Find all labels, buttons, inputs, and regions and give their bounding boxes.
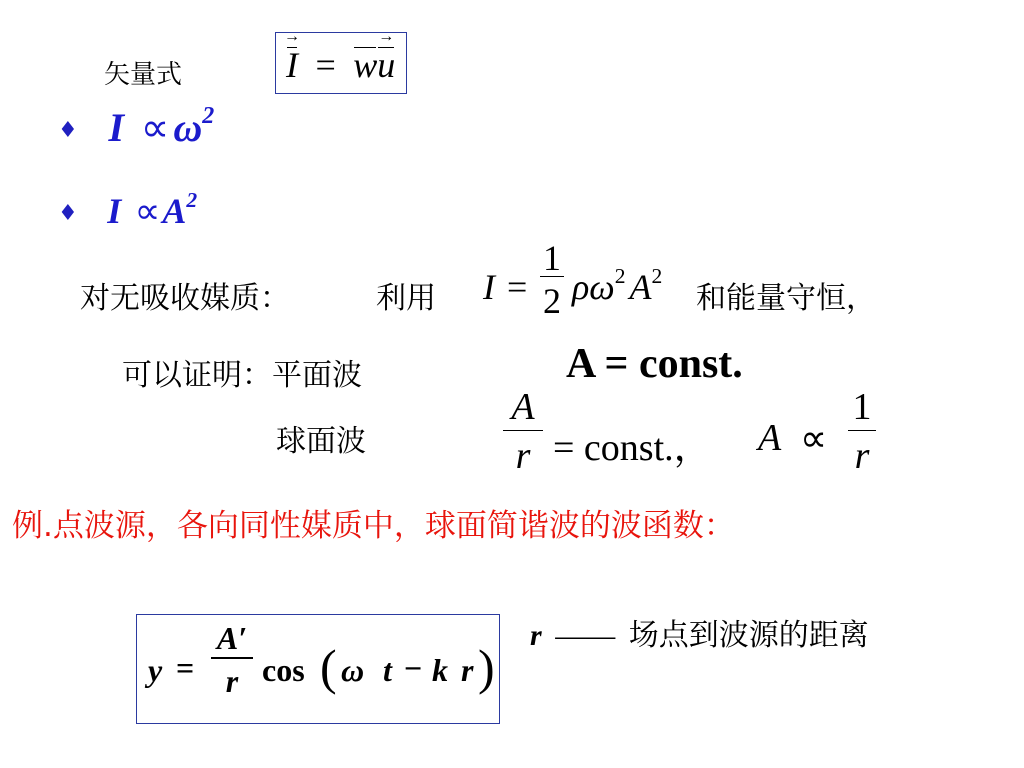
wf-cos: cos [262,652,305,688]
r-definition: r —— 场点到波源的距离 [530,618,869,653]
vector-w: w [353,45,378,85]
diamond-bullet-icon: ♦ [58,117,78,143]
plane-wave-text: 可以证明：平面波 [122,358,362,393]
nonabsorb-text: 对无吸收媒质： [80,281,290,316]
diamond-bullet-icon: ♦ [58,200,78,226]
intensity-rhs: $\rho\omega^2$ $A^2$ [572,263,663,307]
example-heading: 例.点波源，各向同性媒质中，球面简谐波的波函数： [12,508,735,544]
vector-u: → u [377,44,395,86]
vector-eq: = [315,45,336,85]
wf-omega: ω [341,652,365,688]
wf-k: k [432,652,448,688]
wf-rparen: ) [478,639,495,695]
energy-conservation-text: 和能量守恒， [696,281,876,316]
wf-r: r [461,652,474,688]
vector-I: → I [286,44,298,86]
wf-eq: = [176,650,195,686]
wf-fraction: A′ r [211,622,253,697]
wf-lparen: ( [320,639,337,695]
amp-over-r-fraction: A r [503,388,543,475]
sphere-prop: ∝ [800,418,828,460]
wf-t: t [383,652,392,688]
bullet-intensity-omega: ♦ $I \propto \omega^2$ [58,103,215,150]
vector-form-label: 矢量式 [104,60,183,90]
wf-minus: − [404,650,423,686]
bullet-intensity-amplitude: ♦ $I \propto A^2$ [58,187,198,231]
vector-formula [286,44,395,86]
one-over-r-fraction: 1 r [848,388,876,475]
sphere-const: = const.， [553,427,712,469]
intensity-eq-lhs: I [483,267,495,307]
use-text: 利用 [376,281,436,316]
intensity-eq-sign: = [507,267,528,307]
spherical-wave-text: 球面波 [276,424,366,459]
sphere-A: A [758,417,782,459]
plane-wave-formula: A = const. [566,341,743,387]
half-fraction: 1 2 [540,240,564,319]
wf-y: y [148,652,163,688]
